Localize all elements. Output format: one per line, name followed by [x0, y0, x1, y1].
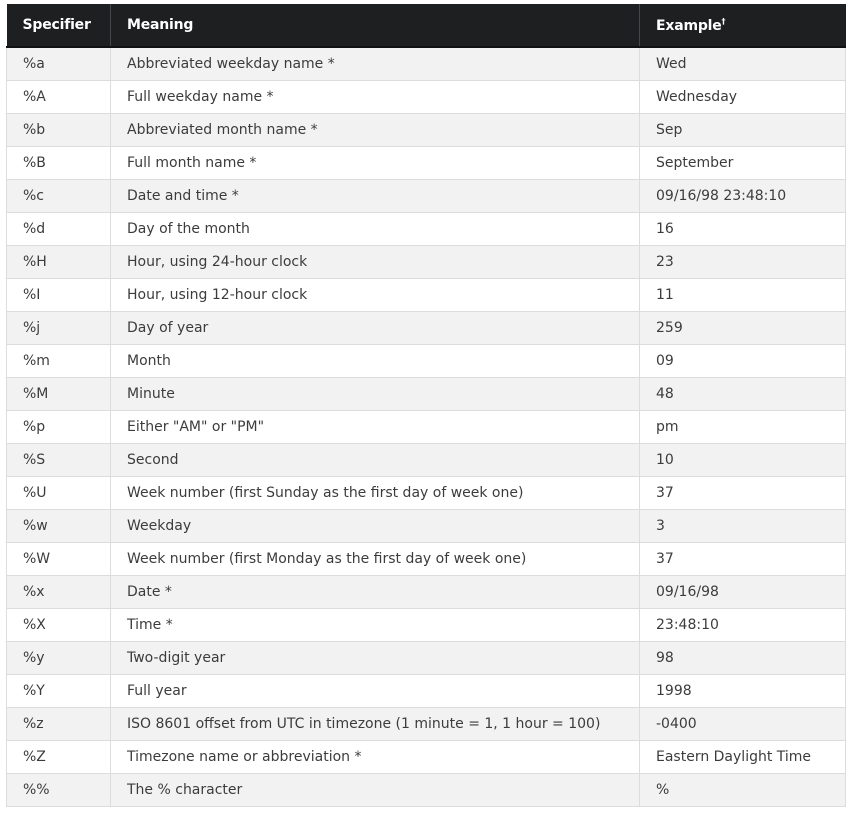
specifier-cell: %d — [7, 212, 111, 245]
header-example-label: Example — [656, 17, 722, 34]
meaning-cell: The % character — [111, 773, 640, 806]
specifier-cell: %% — [7, 773, 111, 806]
example-cell: 23:48:10 — [640, 608, 846, 641]
header-meaning: Meaning — [111, 4, 640, 47]
table-row — [7, 245, 846, 278]
specifier-cell: %c — [7, 179, 111, 212]
example-cell: 98 — [640, 641, 846, 674]
table-row — [7, 344, 846, 377]
header-example — [640, 4, 846, 47]
table-row — [7, 707, 846, 740]
example-cell: 09/16/98 23:48:10 — [640, 179, 846, 212]
table-row — [7, 212, 846, 245]
table-row — [7, 476, 846, 509]
meaning-cell: Date * — [111, 575, 640, 608]
table-row — [7, 377, 846, 410]
table-row — [7, 278, 846, 311]
example-cell: 23 — [640, 245, 846, 278]
meaning-cell: Two-digit year — [111, 641, 640, 674]
specifier-cell: %z — [7, 707, 111, 740]
specifier-cell: %Z — [7, 740, 111, 773]
meaning-cell: Either "AM" or "PM" — [111, 410, 640, 443]
example-cell: 09 — [640, 344, 846, 377]
specifier-cell: %M — [7, 377, 111, 410]
meaning-cell: Timezone name or abbreviation * — [111, 740, 640, 773]
meaning-cell: Week number (first Monday as the first day of week one) — [111, 542, 640, 575]
format-specifier-table — [6, 4, 846, 807]
specifier-cell: %a — [7, 47, 111, 80]
meaning-cell: Abbreviated month name * — [111, 113, 640, 146]
meaning-cell: Minute — [111, 377, 640, 410]
specifier-cell: %b — [7, 113, 111, 146]
specifier-cell: %j — [7, 311, 111, 344]
table-row — [7, 443, 846, 476]
example-cell: September — [640, 146, 846, 179]
specifier-cell: %S — [7, 443, 111, 476]
meaning-cell: Hour, using 12-hour clock — [111, 278, 640, 311]
table-row — [7, 113, 846, 146]
table-row — [7, 575, 846, 608]
example-cell: Eastern Daylight Time — [640, 740, 846, 773]
specifier-cell: %U — [7, 476, 111, 509]
specifier-cell: %x — [7, 575, 111, 608]
table-row — [7, 674, 846, 707]
example-cell: 16 — [640, 212, 846, 245]
meaning-cell: Week number (first Sunday as the first day of week one) — [111, 476, 640, 509]
table-row — [7, 509, 846, 542]
specifier-cell: %H — [7, 245, 111, 278]
table-row — [7, 641, 846, 674]
meaning-cell: Full weekday name * — [111, 80, 640, 113]
specifier-cell: %I — [7, 278, 111, 311]
table-row — [7, 311, 846, 344]
meaning-cell: Day of year — [111, 311, 640, 344]
example-cell: 10 — [640, 443, 846, 476]
example-cell: -0400 — [640, 707, 846, 740]
meaning-cell: Month — [111, 344, 640, 377]
meaning-cell: ISO 8601 offset from UTC in timezone (1 minute = 1, 1 hour = 100) — [111, 707, 640, 740]
specifier-cell: %B — [7, 146, 111, 179]
example-cell: 11 — [640, 278, 846, 311]
meaning-cell: Day of the month — [111, 212, 640, 245]
meaning-cell: Full month name * — [111, 146, 640, 179]
specifier-cell: %A — [7, 80, 111, 113]
meaning-cell: Date and time * — [111, 179, 640, 212]
example-cell: Wed — [640, 47, 846, 80]
specifier-cell: %p — [7, 410, 111, 443]
header-specifier: Specifier — [7, 4, 111, 47]
header-example-footnote-mark: † — [721, 16, 726, 26]
meaning-cell: Weekday — [111, 509, 640, 542]
example-cell: Wednesday — [640, 80, 846, 113]
table-row — [7, 542, 846, 575]
example-cell: 1998 — [640, 674, 846, 707]
meaning-cell: Time * — [111, 608, 640, 641]
table-body — [7, 47, 846, 806]
table-row — [7, 179, 846, 212]
table-row — [7, 608, 846, 641]
table-row — [7, 80, 846, 113]
example-cell: 3 — [640, 509, 846, 542]
table-row — [7, 146, 846, 179]
meaning-cell: Hour, using 24-hour clock — [111, 245, 640, 278]
example-cell: 09/16/98 — [640, 575, 846, 608]
example-cell: 37 — [640, 542, 846, 575]
specifier-cell: %w — [7, 509, 111, 542]
example-cell: 48 — [640, 377, 846, 410]
example-cell: Sep — [640, 113, 846, 146]
example-cell: 259 — [640, 311, 846, 344]
header-row — [7, 4, 846, 47]
example-cell: pm — [640, 410, 846, 443]
table-row — [7, 47, 846, 80]
specifier-cell: %m — [7, 344, 111, 377]
specifier-cell: %X — [7, 608, 111, 641]
table-row — [7, 740, 846, 773]
specifier-cell: %Y — [7, 674, 111, 707]
example-cell: 37 — [640, 476, 846, 509]
table-row — [7, 773, 846, 806]
table-row — [7, 410, 846, 443]
meaning-cell: Second — [111, 443, 640, 476]
meaning-cell: Full year — [111, 674, 640, 707]
format-specifier-table-container — [6, 4, 845, 807]
meaning-cell: Abbreviated weekday name * — [111, 47, 640, 80]
table-header — [7, 4, 846, 47]
specifier-cell: %W — [7, 542, 111, 575]
specifier-cell: %y — [7, 641, 111, 674]
example-cell: % — [640, 773, 846, 806]
